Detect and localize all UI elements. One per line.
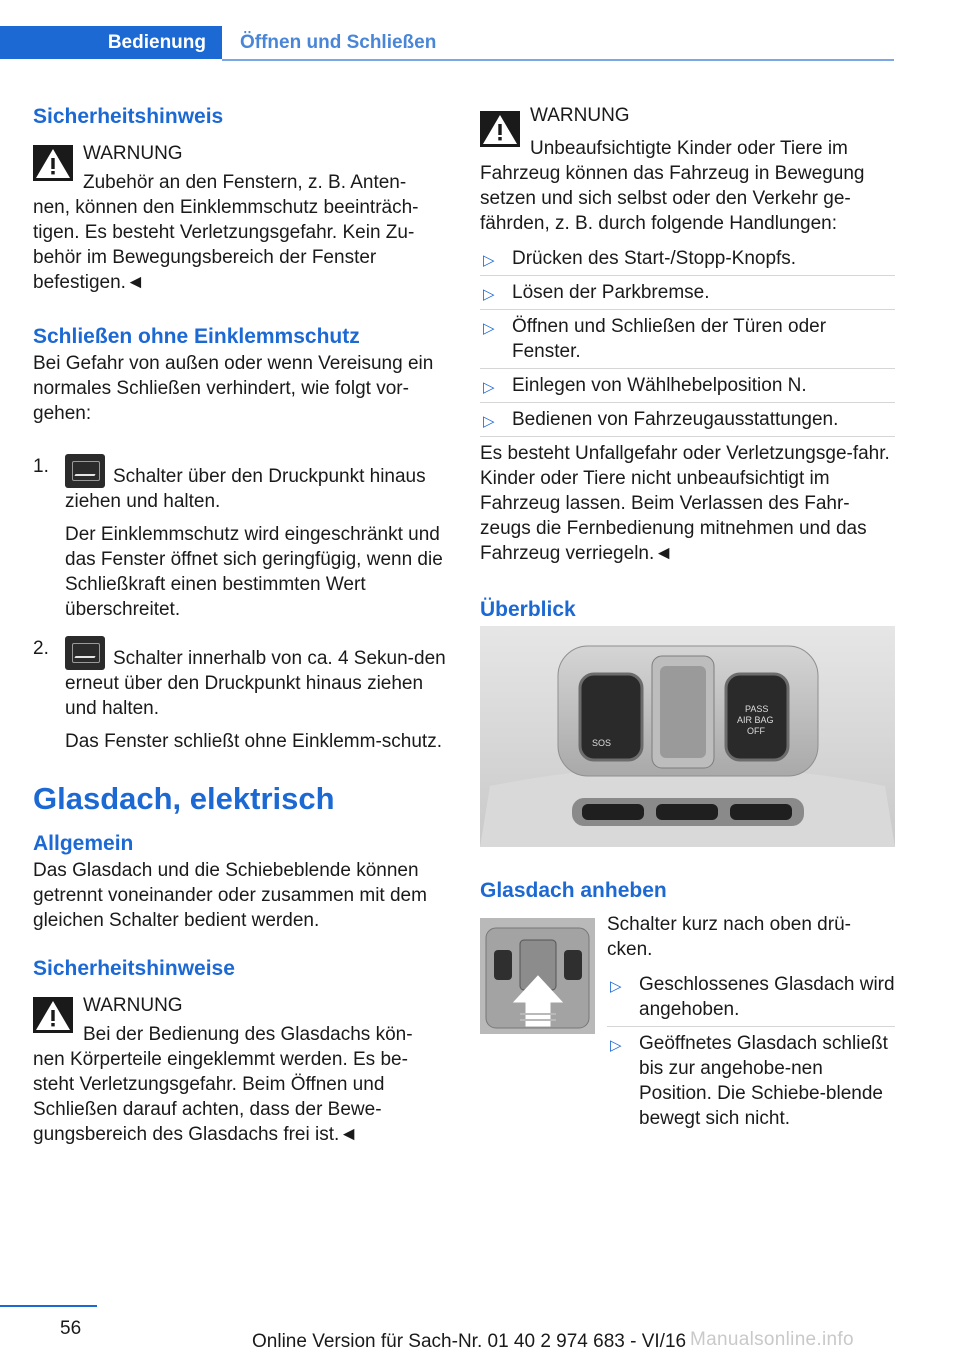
list-item <box>480 369 895 403</box>
airbag-label: AIR BAG <box>737 715 774 725</box>
warning-text-line1: Bei der Bedienung des Glasdachs kön- <box>83 1024 413 1045</box>
footer-rule <box>0 1305 97 1307</box>
warning-text-line1: Unbeaufsichtigte Kinder oder Tiere im <box>530 138 848 159</box>
list-item-text: Bedienen von Fahrzeugausstattungen. <box>512 409 839 430</box>
header-rule <box>222 59 894 61</box>
warning-text: nen, können den Einklemmschutz beeinträch-tigen. Es besteht Verletzungsgefahr. Kein Zu-behör im Bewegungsbereich der Fenster befestigen.◄ <box>33 197 419 293</box>
tab-oeffnen-schliessen[interactable]: Öffnen und Schließen <box>240 32 437 53</box>
action-list <box>480 242 895 437</box>
warning-text: nen Körperteile eingeklemmt werden. Es be-steht Verletzungsgefahr. Beim Öffnen und Schließen darauf achten, dass der Bewe-gungsbereich des Glasdachs frei ist.◄ <box>33 1049 408 1145</box>
off-label: OFF <box>747 726 765 736</box>
roof-switch-image <box>480 918 595 1034</box>
bullet-triangle-icon: ▷ <box>483 252 495 269</box>
heading-ueberblick: Überblick <box>480 598 576 621</box>
window-switch-icon <box>65 636 105 670</box>
bullet-triangle-icon: ▷ <box>483 320 495 337</box>
warning-triangle-icon <box>480 111 520 147</box>
bullet-triangle-icon: ▷ <box>610 978 622 995</box>
warning-text: Fahrzeug können das Fahrzeug in Bewegung setzen und sich selbst oder den Verkehr ge-fährden, z. B. durch folgende Handlungen: <box>480 163 865 234</box>
pass-label: PASS <box>745 704 769 714</box>
online-version-text: Online Version für Sach-Nr. 01 40 2 974 683 - VI/16 <box>252 1331 687 1352</box>
lift-intro-text: Schalter kurz nach oben drü-cken. <box>607 914 851 960</box>
step-note: Das Fenster schließt ohne Einklemm-schutz. <box>65 731 442 752</box>
list-item <box>480 310 895 369</box>
heading-sicherheitshinweise: Sicherheitshinweise <box>33 957 235 980</box>
step-number: 1. <box>33 456 49 477</box>
heading-glasdach-elektrisch: Glasdach, elektrisch <box>33 781 335 816</box>
heading-sicherheitshinweis: Sicherheitshinweis <box>33 105 224 128</box>
list-item-text: Geschlossenes Glasdach wird angehoben. <box>639 974 895 1020</box>
heading-glasdach-anheben: Glasdach anheben <box>480 879 667 902</box>
list-item-text: Lösen der Parkbremse. <box>512 282 710 303</box>
heading-schliessen-ohne-einklemmschutz: Schließen ohne Einklemmschutz <box>33 325 360 348</box>
left-column <box>33 103 448 1147</box>
list-item <box>480 242 895 276</box>
list-item-step-2 <box>33 636 448 754</box>
list-item <box>607 968 895 1027</box>
bullet-triangle-icon: ▷ <box>610 1037 622 1054</box>
list-item <box>480 276 895 310</box>
warning-title: WARNUNG <box>530 105 630 126</box>
watermark-text: Manualsonline.info <box>690 1329 854 1350</box>
overhead-console-image <box>480 626 895 847</box>
list-item <box>607 1027 895 1135</box>
warning-title: WARNUNG <box>83 995 183 1016</box>
warning-block-1 <box>33 141 448 295</box>
right-column <box>480 103 895 624</box>
allgemein-text: Das Glasdach und die Schiebeblende können getrennt voneinander oder zusammen mit dem gleichen Schalter bedient werden. <box>33 860 427 931</box>
warning-block-2 <box>33 993 448 1147</box>
step-note: Der Einklemmschutz wird eingeschränkt und das Fenster öffnet sich geringfügig, wenn die Schließkraft einen bestimmten Wert überschreitet. <box>65 524 443 620</box>
warning-triangle-icon <box>33 997 73 1033</box>
bullet-triangle-icon: ▷ <box>483 413 495 430</box>
warning-outro-text: Es besteht Unfallgefahr oder Verletzungsge-fahr. Kinder oder Tiere nicht unbeaufsichtigt im Fahrzeug lassen. Beim Verlassen des Fahr-zeugs die Fernbedienung mitnehmen und das Fahrzeug verriegeln.◄ <box>480 443 890 564</box>
step-number: 2. <box>33 638 49 659</box>
bullet-triangle-icon: ▷ <box>483 286 495 303</box>
warning-text-line1: Zubehör an den Fenstern, z. B. Anten- <box>83 172 407 193</box>
tab-bedienung[interactable]: Bedienung <box>0 26 222 59</box>
list-item <box>480 403 895 437</box>
close-intro-text: Bei Gefahr von außen oder wenn Vereisung ein normales Schließen verhindert, wie folgt vor-gehen: <box>33 353 434 424</box>
sos-label: SOS <box>592 738 612 748</box>
lift-section <box>607 912 895 1135</box>
step-text: Schalter über den Druckpunkt hinaus ziehen und halten. <box>65 466 426 512</box>
warning-triangle-icon <box>33 145 73 181</box>
warning-block-3 <box>480 103 895 236</box>
list-item-text: Drücken des Start-/Stopp-Knopfs. <box>512 248 797 269</box>
lift-list <box>607 968 895 1135</box>
list-item-step-1 <box>33 454 448 622</box>
page-number: 56 <box>60 1318 82 1339</box>
step-text: Schalter innerhalb von ca. 4 Sekun-den erneut über den Druckpunkt hinaus ziehen und halten. <box>65 648 446 719</box>
window-switch-icon <box>65 454 105 488</box>
warning-title: WARNUNG <box>83 143 183 164</box>
heading-allgemein: Allgemein <box>33 832 134 855</box>
list-item-text: Geöffnetes Glasdach schließt bis zur angehobe-nen Position. Die Schiebe-blende bewegt sich nicht. <box>639 1033 888 1129</box>
list-item-text: Öffnen und Schließen der Türen oder Fenster. <box>512 316 827 362</box>
list-item-text: Einlegen von Wählhebelposition N. <box>512 375 807 396</box>
bullet-triangle-icon: ▷ <box>483 379 495 396</box>
